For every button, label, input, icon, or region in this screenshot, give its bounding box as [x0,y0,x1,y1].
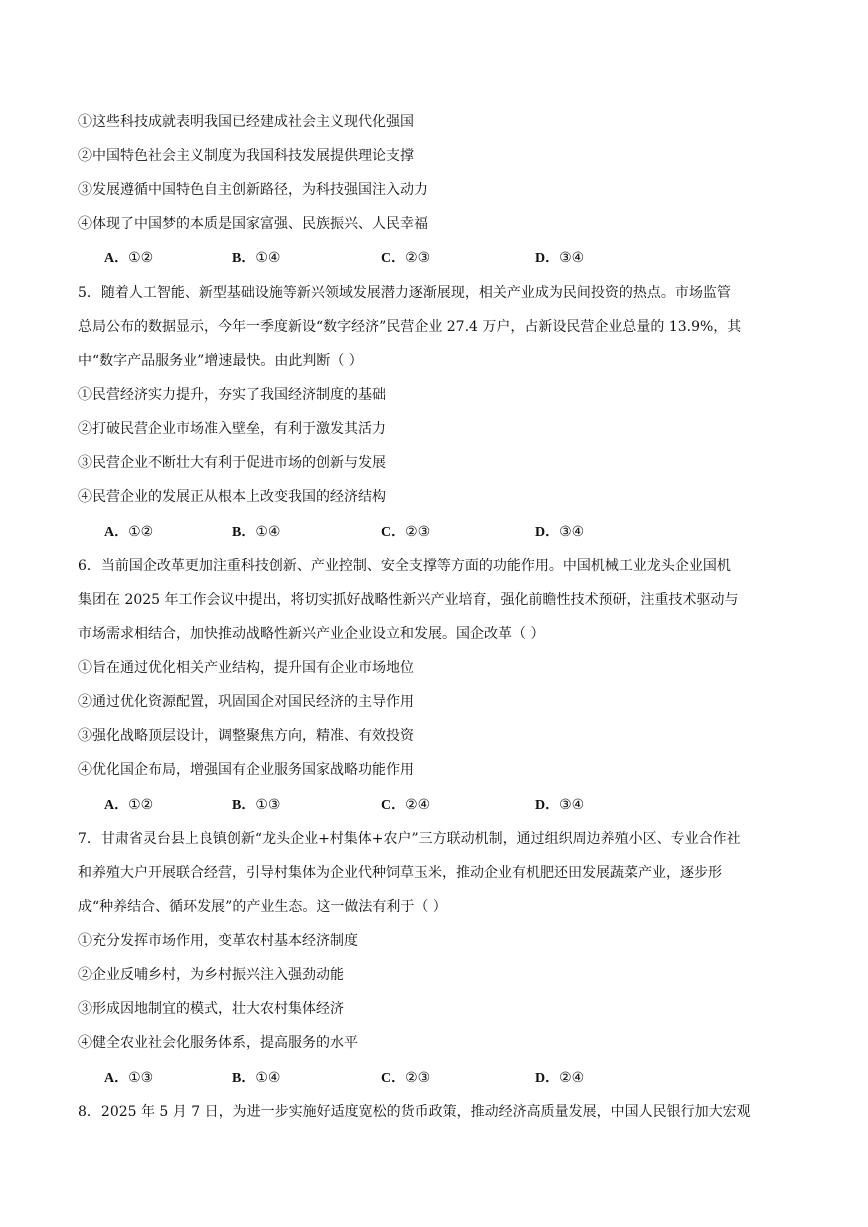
q5-stem-line-1: 5．随着人工智能、新型基础设施等新兴领域发展潜力逐渐展现，相关产业成为民间投资的热点。市场监管 [78,285,731,301]
q5-item-3: ③民营企业不断壮大有利于促进市场的创新与发展 [78,455,386,471]
q4-item-4: ④体现了中国梦的本质是国家富强、民族振兴、人民幸福 [78,216,428,232]
q5-stem-line-2: 总局公布的数据显示，今年一季度新设“数字经济”民营企业 27.4 万户，占新设民营企业总量的 13.9%，其 [78,319,742,335]
q7-stem-line-1: 7．甘肃省灵台县上良镇创新“龙头企业+村集体+农户”三方联动机制，通过组织周边养殖小区、专业合作社 [78,831,741,847]
q5-stem-line-3: 中“数字产品服务业”增速最快。由此判断（ ） [78,353,363,369]
q7-option-c: C．②③ [381,1070,431,1086]
q6-stem-line-2: 集团在 2025 年工作会议中提出，将切实抓好战略性新兴产业培育，强化前瞻性技术预研，注重技术驱动与 [78,592,739,608]
q7-item-4: ④健全农业社会化服务体系，提高服务的水平 [78,1035,358,1051]
q7-option-d: D．②④ [535,1070,585,1086]
q6-stem-line-3: 市场需求相结合，加快推动战略性新兴产业企业设立和发展。国企改革（ ） [78,626,545,642]
q5-option-a: A．①② [104,524,154,540]
q8-stem-line-1: 8．2025 年 5 月 7 日，为进一步实施好适度宽松的货币政策，推动经济高质量发展，中国人民银行加大宏观 [78,1104,751,1120]
q5-item-4: ④民营企业的发展正从根本上改变我国的经济结构 [78,489,386,505]
q7-option-a: A．①③ [104,1070,154,1086]
q5-option-c: C．②③ [381,524,431,540]
q7-stem-line-3: 成“种养结合、循环发展”的产业生态。这一做法有利于（ ） [78,899,447,915]
q4-item-3: ③发展遵循中国特色自主创新路径，为科技强国注入动力 [78,182,428,198]
q7-option-b: B．①④ [232,1070,281,1086]
q6-item-2: ②通过优化资源配置，巩固国企对国民经济的主导作用 [78,694,414,710]
q4-option-d: D．③④ [535,250,585,266]
q5-option-b: B．①④ [232,524,281,540]
q6-option-b: B．①③ [232,797,281,813]
q7-stem-line-2: 和养殖大户开展联合经营，引导村集体为企业代种饲草玉米，推动企业有机肥还田发展蔬菜产业，逐步形 [78,865,722,881]
q4-option-b: B．①④ [232,250,281,266]
q7-item-1: ①充分发挥市场作用，变革农村基本经济制度 [78,933,358,949]
q7-item-2: ②企业反哺乡村，为乡村振兴注入强劲动能 [78,967,344,983]
q6-item-1: ①旨在通过优化相关产业结构，提升国有企业市场地位 [78,660,414,676]
q6-item-3: ③强化战略顶层设计，调整聚焦方向，精准、有效投资 [78,728,414,744]
q7-item-3: ③形成因地制宜的模式，壮大农村集体经济 [78,1001,344,1017]
q5-item-1: ①民营经济实力提升，夯实了我国经济制度的基础 [78,387,386,403]
q4-option-a: A．①② [104,250,154,266]
q4-option-c: C．②③ [381,250,431,266]
q4-item-2: ②中国特色社会主义制度为我国科技发展提供理论支撑 [78,148,414,164]
q5-option-d: D．③④ [535,524,585,540]
q6-stem-line-1: 6．当前国企改革更加注重科技创新、产业控制、安全支撑等方面的功能作用。中国机械工业龙头企业国机 [78,558,731,574]
q5-item-2: ②打破民营企业市场准入壁垒，有利于激发其活力 [78,421,386,437]
q4-item-1: ①这些科技成就表明我国已经建成社会主义现代化强国 [78,114,414,130]
q6-option-a: A．①② [104,797,154,813]
q6-item-4: ④优化国企布局，增强国有企业服务国家战略功能作用 [78,762,414,778]
q6-option-d: D．③④ [535,797,585,813]
q6-option-c: C．②④ [381,797,431,813]
